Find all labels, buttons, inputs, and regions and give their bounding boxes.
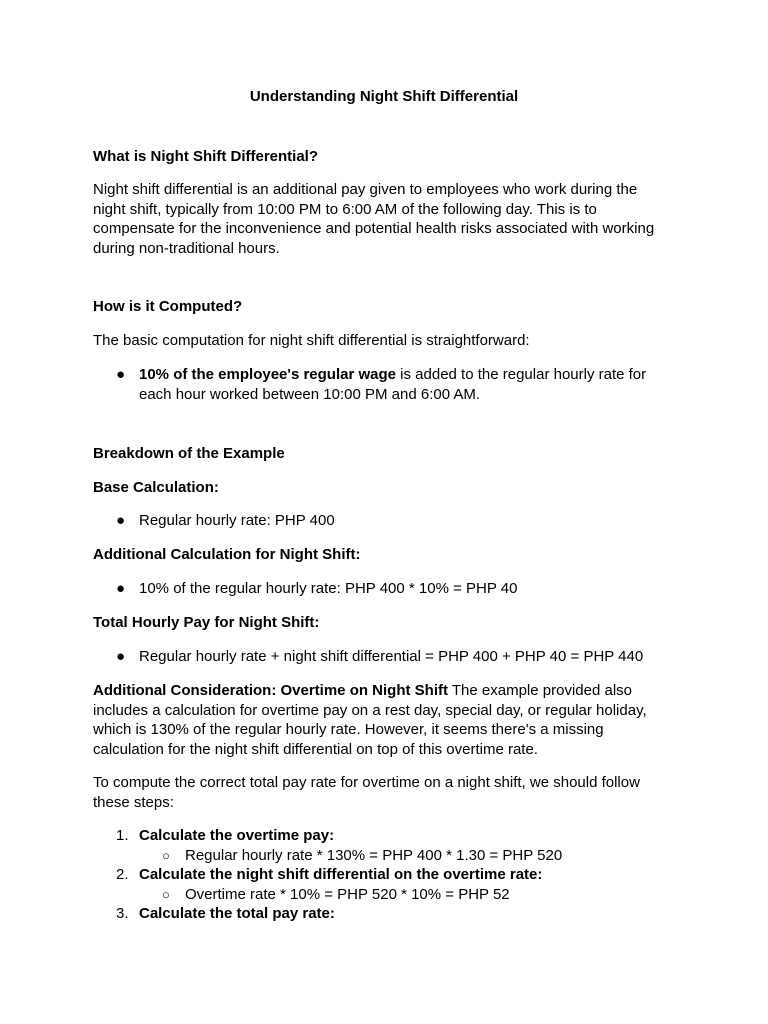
subheading-total-hourly-pay: Total Hourly Pay for Night Shift: <box>93 614 320 631</box>
subheading-base-calculation: Base Calculation: <box>93 479 219 496</box>
paragraph-computation-intro: The basic computation for night shift differential is straightforward: <box>93 332 530 349</box>
step-number: 1. <box>116 827 129 844</box>
text-line: each hour worked between 10:00 PM and 6:00 AM. <box>139 385 481 403</box>
bullet-icon: ● <box>116 512 126 529</box>
bold-text: Calculate the total pay rate: <box>139 905 335 922</box>
bold-text: 10% of the employee's regular wage <box>139 366 396 383</box>
section-heading-breakdown: Breakdown of the Example <box>93 445 285 462</box>
step-detail: Regular hourly rate * 130% = PHP 400 * 1.30 = PHP 520 <box>185 847 563 864</box>
text-span: The example provided also <box>448 682 632 699</box>
circle-bullet-icon: ○ <box>162 887 170 902</box>
step-number: 3. <box>116 905 129 922</box>
text-line: during non-traditional hours. <box>93 239 280 257</box>
paragraph-definition <box>93 180 683 258</box>
bullet-item-additional: 10% of the regular hourly rate: PHP 400 * 10% = PHP 40 <box>139 580 518 597</box>
text-line: includes a calculation for overtime pay on a rest day, special day, or regular holiday, <box>93 701 647 719</box>
text-line <box>139 365 679 385</box>
step-detail: Overtime rate * 10% = PHP 520 * 10% = PHP 52 <box>185 886 510 903</box>
text-line: these steps: <box>93 793 174 811</box>
text-line: which is 130% of the regular hourly rate. However, it seems there's a missing <box>93 721 604 738</box>
step-label <box>139 826 679 846</box>
text-line: calculation for the night shift differential on top of this overtime rate. <box>93 740 538 758</box>
step-label <box>139 865 679 885</box>
bold-text: Calculate the night shift differential on the overtime rate: <box>139 866 543 883</box>
section-heading-what-is: What is Night Shift Differential? <box>93 148 318 165</box>
paragraph-overtime <box>93 681 683 759</box>
text-line: compensate for the inconvenience and potential health risks associated with working <box>93 220 655 237</box>
text-line: Night shift differential is an additional pay given to employees who work during the <box>93 181 638 198</box>
bullet-icon: ● <box>116 580 126 597</box>
paragraph-steps-intro <box>93 773 683 812</box>
circle-bullet-icon: ○ <box>162 848 170 863</box>
bold-text: Calculate the overtime pay: <box>139 827 335 844</box>
bold-text: Additional Consideration: Overtime on Night Shift <box>93 682 448 699</box>
text-span: is added to the regular hourly rate for <box>396 366 647 383</box>
step-number: 2. <box>116 866 129 883</box>
text-line: To compute the correct total pay rate for overtime on a night shift, we should follow <box>93 774 640 791</box>
text-line <box>93 681 683 701</box>
bullet-item-ten-percent <box>139 365 679 404</box>
subheading-additional-calculation: Additional Calculation for Night Shift: <box>93 546 361 563</box>
bullet-item-total: Regular hourly rate + night shift differential = PHP 400 + PHP 40 = PHP 440 <box>139 648 644 665</box>
bullet-icon: ● <box>116 366 126 383</box>
step-label <box>139 904 679 924</box>
bullet-item-base: Regular hourly rate: PHP 400 <box>139 512 335 529</box>
section-heading-how-computed: How is it Computed? <box>93 298 243 315</box>
text-line: night shift, typically from 10:00 PM to 6:00 AM of the following day. This is to <box>93 200 597 218</box>
bullet-icon: ● <box>116 648 126 665</box>
document-title: Understanding Night Shift Differential <box>249 88 519 105</box>
